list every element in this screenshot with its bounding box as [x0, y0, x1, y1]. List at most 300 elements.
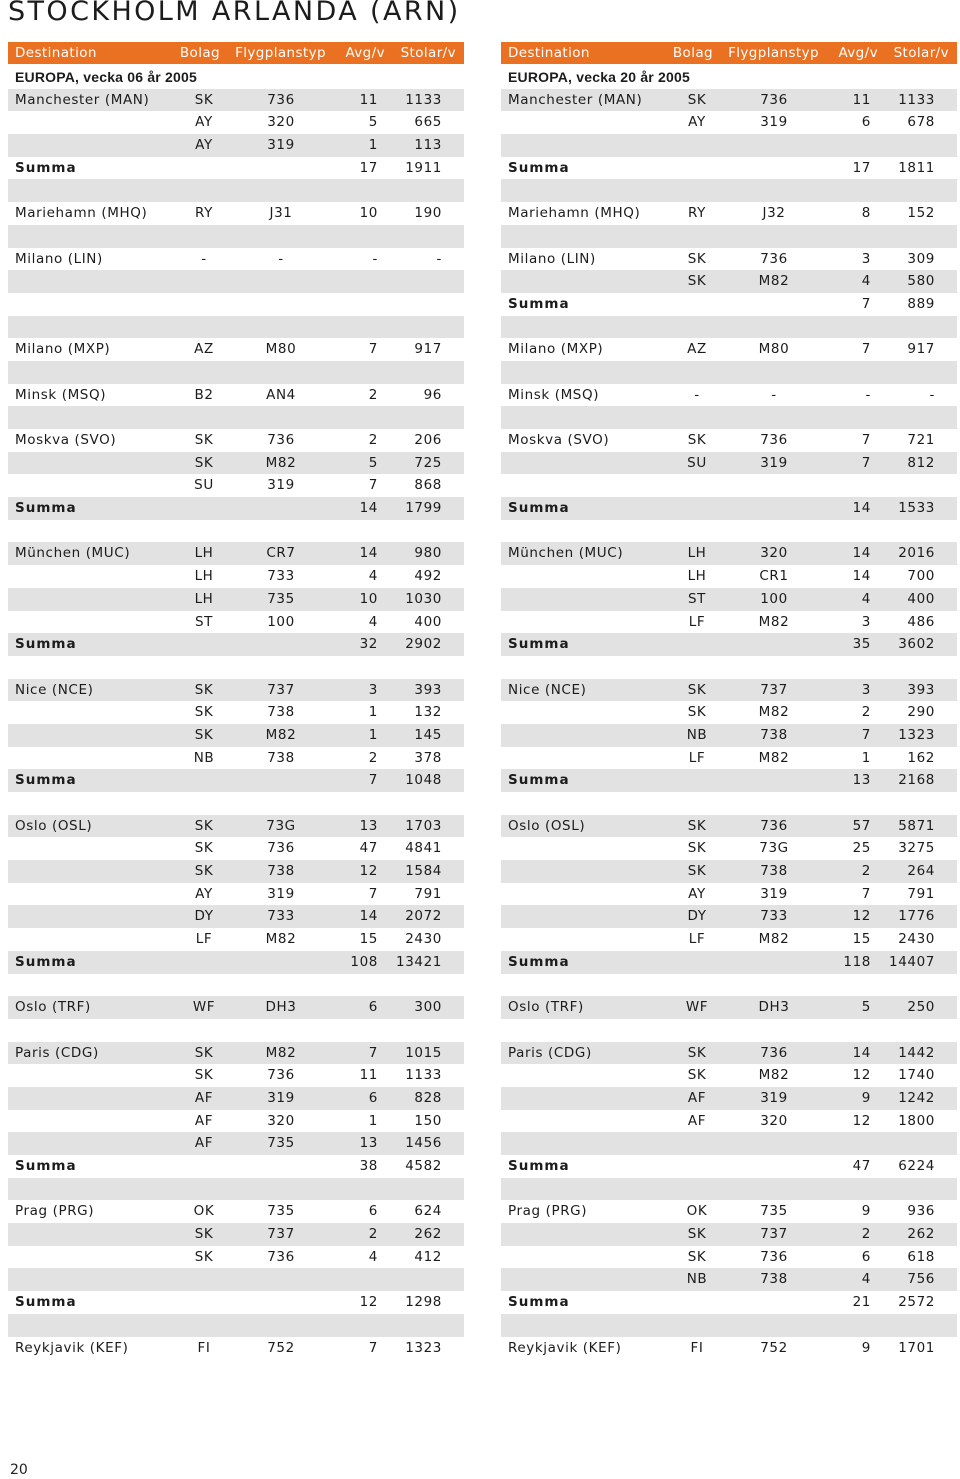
cell-destination: Milano (LIN) [508, 250, 596, 267]
table-row [8, 111, 464, 134]
cell-stolar: 1701 [898, 1339, 935, 1356]
cell-stolar: 1015 [405, 1044, 442, 1061]
cell-bolag: ST [687, 590, 707, 607]
table-row [501, 452, 957, 475]
table-row [501, 588, 957, 611]
table-row [8, 316, 464, 339]
summary-row [501, 951, 957, 974]
table-row [501, 905, 957, 928]
table-row [501, 1178, 957, 1201]
cell-stolar: 1584 [405, 863, 442, 880]
cell-avg: 7 [861, 432, 871, 448]
cell-stolar: 580 [907, 273, 935, 290]
cell-stolar: 400 [414, 613, 442, 630]
table-row [501, 542, 957, 565]
cell-avg: 7 [368, 772, 378, 789]
cell-bolag: SK [194, 432, 214, 448]
cell-destination: Summa [508, 500, 570, 517]
summary-row [8, 157, 464, 180]
cell-bolag: AZ [194, 341, 214, 358]
cell-destination: Summa [508, 1294, 570, 1311]
cell-stolar: 13421 [396, 953, 442, 970]
cell-avg: 7 [368, 1339, 378, 1356]
table-row [8, 1337, 464, 1360]
table-row [501, 1337, 957, 1360]
cell-stolar: 1048 [405, 772, 442, 789]
cell-flygplanstyp: 320 [760, 545, 788, 562]
cell-destination: Summa [508, 159, 570, 176]
cell-avg: 118 [843, 953, 871, 970]
table-row [501, 1110, 957, 1133]
cell-destination: Prag (PRG) [508, 1203, 588, 1220]
cell-stolar: 300 [414, 999, 442, 1016]
table-row [8, 520, 464, 543]
cell-flygplanstyp: 320 [760, 1112, 788, 1129]
cell-stolar: 624 [414, 1203, 442, 1220]
table-row [8, 1019, 464, 1042]
cell-destination: Summa [508, 1158, 570, 1174]
cell-bolag: LH [687, 568, 707, 585]
cell-stolar: 145 [414, 726, 442, 743]
cell-avg: 13 [359, 1135, 378, 1152]
cell-avg: 14 [359, 500, 378, 517]
cell-destination: Prag (PRG) [15, 1203, 95, 1220]
summary-row [8, 1155, 464, 1178]
cell-stolar: 2016 [898, 545, 935, 562]
cell-flygplanstyp: 735 [760, 1203, 788, 1220]
cell-stolar: 290 [907, 704, 935, 721]
cell-bolag: SK [687, 1044, 707, 1061]
cell-destination: Summa [15, 636, 77, 653]
cell-flygplanstyp: 100 [760, 590, 788, 607]
cell-avg: 17 [359, 159, 378, 176]
cell-avg: 14 [852, 1044, 871, 1061]
cell-avg: 25 [852, 840, 871, 857]
cell-bolag: OK [686, 1203, 708, 1220]
cell-avg: 7 [861, 726, 871, 743]
cell-flygplanstyp: 733 [267, 568, 295, 585]
cell-destination: Oslo (TRF) [508, 999, 584, 1016]
summary-row [501, 157, 957, 180]
cell-flygplanstyp: 737 [760, 1226, 788, 1243]
cell-stolar: 1030 [405, 590, 442, 607]
cell-flygplanstyp: M82 [758, 749, 790, 766]
table-row [501, 815, 957, 838]
cell-flygplanstyp: 320 [267, 1112, 295, 1129]
cell-bolag: SK [194, 681, 214, 698]
cell-avg: 7 [368, 885, 378, 902]
summary-row [501, 1291, 957, 1314]
cell-avg: 1 [368, 1112, 378, 1129]
cell-avg: 4 [861, 273, 871, 290]
cell-stolar: 3602 [898, 636, 935, 653]
cell-flygplanstyp: M82 [758, 704, 790, 721]
header-avg: Avg/v [345, 45, 385, 61]
cell-bolag: NB [193, 749, 215, 766]
cell-stolar: 1811 [898, 159, 935, 176]
cell-stolar: 1800 [898, 1112, 935, 1129]
cell-avg: 7 [368, 341, 378, 358]
table-row [8, 656, 464, 679]
cell-flygplanstyp: 319 [267, 1089, 295, 1106]
cell-avg: 17 [852, 159, 871, 176]
cell-stolar: 1323 [405, 1339, 442, 1356]
cell-avg: 3 [861, 250, 871, 267]
cell-bolag: SK [687, 1248, 707, 1265]
cell-stolar: 492 [414, 568, 442, 585]
table-row [8, 1246, 464, 1269]
cell-flygplanstyp: 752 [760, 1339, 788, 1356]
cell-bolag: SK [194, 817, 214, 834]
cell-bolag: SK [687, 704, 707, 721]
table-row [501, 1268, 957, 1291]
cell-destination: Minsk (MSQ) [15, 386, 107, 403]
cell-avg: 12 [852, 1112, 871, 1129]
cell-stolar: 868 [414, 477, 442, 494]
cell-avg: 1 [368, 704, 378, 721]
summary-row [8, 497, 464, 520]
table-row [501, 792, 957, 815]
cell-bolag: AY [195, 885, 213, 902]
table-row [8, 452, 464, 475]
table-row [501, 248, 957, 271]
cell-avg: 108 [350, 953, 378, 970]
cell-stolar: 393 [414, 681, 442, 698]
table-row [501, 225, 957, 248]
cell-avg: 9 [861, 1203, 871, 1220]
cell-flygplanstyp: 736 [267, 432, 295, 448]
cell-stolar: 1442 [898, 1044, 935, 1061]
cell-flygplanstyp: 735 [267, 590, 295, 607]
section-title: EUROPA, vecka 20 år 2005 [508, 69, 690, 85]
table-row [8, 1178, 464, 1201]
cell-flygplanstyp: 319 [760, 454, 788, 471]
cell-destination: Mariehamn (MHQ) [15, 205, 148, 222]
cell-avg: 7 [861, 885, 871, 902]
cell-stolar: 132 [414, 704, 442, 721]
header-destination: Destination [15, 45, 97, 61]
table-row [501, 89, 957, 112]
cell-bolag: LH [687, 545, 707, 562]
cell-bolag: SK [194, 704, 214, 721]
cell-stolar: 1456 [405, 1135, 442, 1152]
cell-stolar: 162 [907, 749, 935, 766]
cell-stolar: 791 [414, 885, 442, 902]
table-row [8, 1110, 464, 1133]
cell-avg: 14 [852, 545, 871, 562]
cell-stolar: 1133 [405, 1067, 442, 1084]
cell-flygplanstyp: - [771, 386, 777, 403]
table-row [501, 429, 957, 452]
cell-bolag: SK [194, 1226, 214, 1243]
cell-flygplanstyp: 737 [267, 681, 295, 698]
cell-bolag: DY [194, 908, 214, 925]
cell-flygplanstyp: M82 [758, 931, 790, 948]
cell-bolag: AF [687, 1089, 707, 1106]
cell-destination: Reykjavik (KEF) [15, 1339, 129, 1356]
cell-avg: 8 [861, 205, 871, 222]
cell-bolag: LH [194, 568, 214, 585]
cell-destination: Summa [508, 295, 570, 312]
table-row [8, 611, 464, 634]
header-stolar: Stolar/v [893, 45, 949, 61]
cell-stolar: 1776 [898, 908, 935, 925]
table-row [501, 1200, 957, 1223]
cell-avg: 6 [861, 114, 871, 131]
cell-flygplanstyp: 736 [267, 1248, 295, 1265]
table-row [501, 1064, 957, 1087]
table-row [8, 361, 464, 384]
cell-destination: München (MUC) [508, 545, 624, 562]
cell-avg: 7 [368, 477, 378, 494]
table-row [8, 1087, 464, 1110]
cell-flygplanstyp: 738 [760, 863, 788, 880]
table-row [8, 883, 464, 906]
cell-stolar: - [929, 386, 935, 403]
cell-flygplanstyp: 735 [267, 1135, 295, 1152]
cell-stolar: 2572 [898, 1294, 935, 1311]
cell-destination: Moskva (SVO) [15, 432, 117, 448]
table-row [501, 860, 957, 883]
cell-bolag: SK [194, 91, 214, 108]
cell-avg: 11 [359, 91, 378, 108]
cell-stolar: 756 [907, 1271, 935, 1288]
cell-avg: 2 [861, 704, 871, 721]
table-row [8, 565, 464, 588]
cell-avg: 2 [368, 386, 378, 403]
cell-destination: München (MUC) [15, 545, 131, 562]
cell-flygplanstyp: 736 [760, 1248, 788, 1265]
cell-bolag: LF [688, 613, 706, 630]
cell-stolar: 1911 [405, 159, 442, 176]
table-row [8, 474, 464, 497]
table-row [501, 565, 957, 588]
table-row [8, 179, 464, 202]
table-row [8, 293, 464, 316]
cell-flygplanstyp: 319 [760, 1089, 788, 1106]
cell-flygplanstyp: 100 [267, 613, 295, 630]
cell-destination: Oslo (OSL) [508, 817, 586, 834]
cell-destination: Paris (CDG) [508, 1044, 592, 1061]
cell-bolag: AY [195, 114, 213, 131]
cell-stolar: 980 [414, 545, 442, 562]
cell-avg: 14 [359, 545, 378, 562]
table-row [8, 1064, 464, 1087]
cell-destination: Summa [508, 953, 570, 970]
table-row [8, 679, 464, 702]
cell-avg: 21 [852, 1294, 871, 1311]
cell-flygplanstyp: J31 [269, 205, 293, 222]
table-row [8, 1223, 464, 1246]
table-header [8, 42, 464, 64]
table-row [8, 89, 464, 112]
table-row [501, 361, 957, 384]
table-row [501, 747, 957, 770]
cell-flygplanstyp: 736 [760, 91, 788, 108]
cell-flygplanstyp: 733 [760, 908, 788, 925]
cell-flygplanstyp: 319 [267, 137, 295, 154]
summary-row [8, 633, 464, 656]
left-schedule-table [8, 42, 464, 1359]
cell-destination: Manchester (MAN) [508, 91, 643, 108]
cell-bolag: FI [197, 1339, 211, 1356]
cell-stolar: 262 [907, 1226, 935, 1243]
cell-stolar: 113 [414, 137, 442, 154]
cell-avg: 9 [861, 1339, 871, 1356]
cell-avg: 14 [359, 908, 378, 925]
cell-bolag: SK [687, 817, 707, 834]
cell-stolar: 1298 [405, 1294, 442, 1311]
table-row [501, 474, 957, 497]
cell-avg: 5 [368, 454, 378, 471]
cell-flygplanstyp: DH3 [265, 999, 297, 1016]
summary-row [501, 1155, 957, 1178]
table-row [501, 1087, 957, 1110]
cell-bolag: SK [194, 1067, 214, 1084]
cell-avg: 3 [368, 681, 378, 698]
cell-bolag: LF [688, 749, 706, 766]
cell-avg: 47 [852, 1158, 871, 1174]
table-row [501, 338, 957, 361]
cell-stolar: 400 [907, 590, 935, 607]
cell-avg: 6 [368, 999, 378, 1016]
table-row [8, 338, 464, 361]
table-header [501, 42, 957, 64]
cell-stolar: 150 [414, 1112, 442, 1129]
cell-flygplanstyp: 320 [267, 114, 295, 131]
cell-flygplanstyp: 738 [267, 704, 295, 721]
cell-bolag: LH [194, 545, 214, 562]
cell-flygplanstyp: 738 [760, 1271, 788, 1288]
cell-stolar: 2168 [898, 772, 935, 789]
cell-avg: 4 [368, 568, 378, 585]
table-row [501, 883, 957, 906]
cell-destination: Summa [15, 772, 77, 789]
cell-bolag: OK [193, 1203, 215, 1220]
cell-stolar: 486 [907, 613, 935, 630]
cell-stolar: 264 [907, 863, 935, 880]
cell-avg: 12 [852, 1067, 871, 1084]
cell-stolar: 1242 [898, 1089, 935, 1106]
table-row [501, 1314, 957, 1337]
cell-flygplanstyp: CR1 [759, 568, 789, 585]
table-row [501, 1019, 957, 1042]
cell-flygplanstyp: M82 [758, 273, 790, 290]
cell-avg: 47 [359, 840, 378, 857]
cell-flygplanstyp: 736 [267, 91, 295, 108]
cell-avg: 13 [359, 817, 378, 834]
cell-flygplanstyp: 319 [267, 477, 295, 494]
cell-bolag: NB [686, 726, 708, 743]
header-stolar: Stolar/v [400, 45, 456, 61]
cell-stolar: 1533 [898, 500, 935, 517]
summary-row [501, 293, 957, 316]
cell-stolar: 14407 [889, 953, 935, 970]
cell-avg: 1 [368, 137, 378, 154]
table-row [501, 656, 957, 679]
table-row [8, 1042, 464, 1065]
cell-bolag: WF [685, 999, 709, 1016]
cell-stolar: 1703 [405, 817, 442, 834]
header-flygplanstyp: Flygplanstyp [728, 45, 819, 61]
cell-bolag: SK [194, 726, 214, 743]
cell-bolag: LF [688, 931, 706, 948]
cell-destination: Oslo (OSL) [15, 817, 93, 834]
cell-stolar: 936 [907, 1203, 935, 1220]
cell-stolar: 206 [414, 432, 442, 448]
cell-destination: Nice (NCE) [508, 681, 587, 698]
table-row [501, 974, 957, 997]
cell-stolar: 1323 [898, 726, 935, 743]
cell-bolag: SK [687, 863, 707, 880]
table-row [501, 179, 957, 202]
table-row [8, 974, 464, 997]
table-row [8, 996, 464, 1019]
cell-avg: 7 [368, 1044, 378, 1061]
cell-destination: Moskva (SVO) [508, 432, 610, 448]
cell-avg: 14 [852, 568, 871, 585]
cell-bolag: WF [192, 999, 216, 1016]
table-row [501, 202, 957, 225]
cell-stolar: 393 [907, 681, 935, 698]
cell-bolag: AF [194, 1089, 214, 1106]
table-row [501, 111, 957, 134]
cell-bolag: NB [686, 1271, 708, 1288]
table-row [8, 406, 464, 429]
cell-stolar: 2430 [898, 931, 935, 948]
table-row [8, 134, 464, 157]
table-row [501, 996, 957, 1019]
table-body [501, 89, 957, 1360]
cell-destination: Paris (CDG) [15, 1044, 99, 1061]
table-row [501, 724, 957, 747]
cell-bolag: SK [194, 840, 214, 857]
cell-avg: 10 [359, 590, 378, 607]
cell-flygplanstyp: M82 [758, 613, 790, 630]
cell-stolar: 309 [907, 250, 935, 267]
table-row [8, 815, 464, 838]
cell-flygplanstyp: - [278, 250, 284, 267]
cell-avg: 12 [359, 1294, 378, 1311]
cell-avg: 4 [861, 590, 871, 607]
cell-destination: Reykjavik (KEF) [508, 1339, 622, 1356]
cell-bolag: SK [687, 250, 707, 267]
cell-bolag: B2 [194, 386, 214, 403]
cell-destination: Minsk (MSQ) [508, 386, 600, 403]
cell-stolar: 1133 [405, 91, 442, 108]
cell-flygplanstyp: 736 [267, 1067, 295, 1084]
summary-row [501, 497, 957, 520]
cell-flygplanstyp: 738 [267, 749, 295, 766]
table-row [501, 316, 957, 339]
cell-avg: 11 [359, 1067, 378, 1084]
cell-bolag: SK [194, 863, 214, 880]
table-row [8, 542, 464, 565]
cell-destination: Summa [15, 1158, 77, 1174]
table-row [8, 860, 464, 883]
cell-flygplanstyp: M82 [265, 454, 297, 471]
table-row [8, 905, 464, 928]
cell-stolar: 5871 [898, 817, 935, 834]
cell-avg: 3 [861, 681, 871, 698]
cell-avg: 9 [861, 1089, 871, 1106]
cell-avg: 12 [852, 908, 871, 925]
table-row [8, 270, 464, 293]
table-row [8, 248, 464, 271]
cell-destination: Summa [508, 772, 570, 789]
cell-avg: 15 [359, 931, 378, 948]
cell-avg: 4 [861, 1271, 871, 1288]
